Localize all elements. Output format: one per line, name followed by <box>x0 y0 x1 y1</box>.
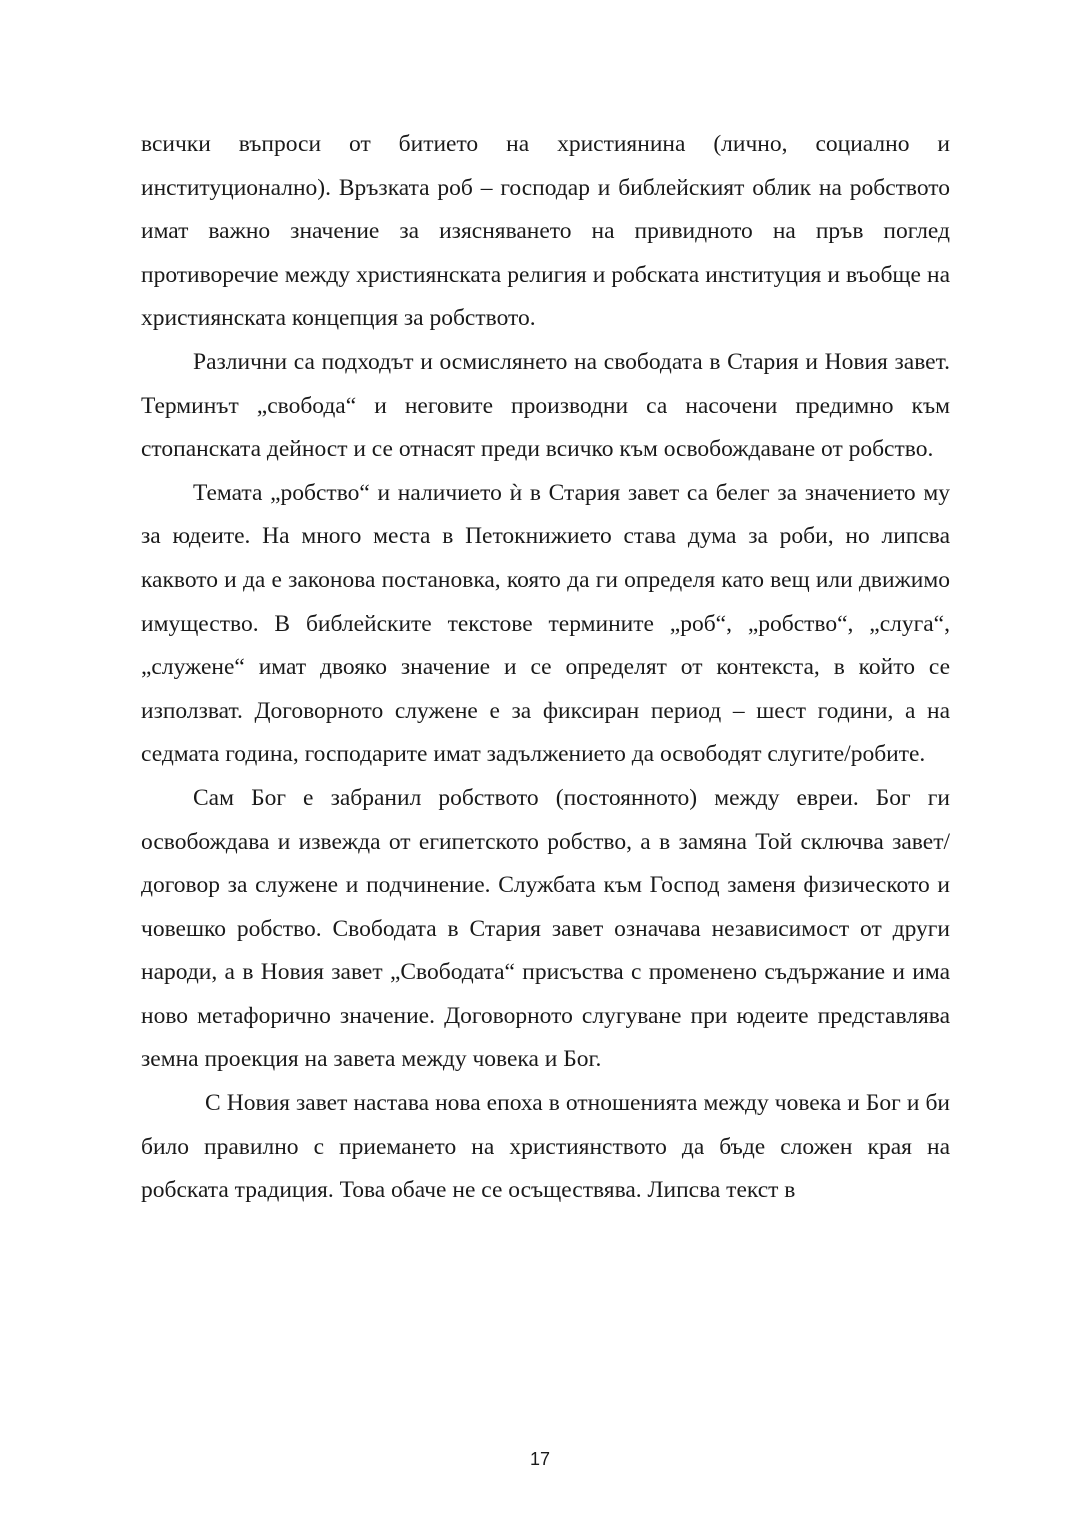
paragraph-5: С Новия завет настава нова епоха в отношенията между човека и Бог и би било правилно с приемането на християнството да бъде сложен края на робската традиция. Това обаче не се осъществява. Липсва текст в <box>141 1090 950 1204</box>
paragraph-4: Сам Бог е забранил робството (постоянното) между евреи. Бог ги освобождава и извежда от египетското робство, а в замяна Той сключва завет/договор за служене и подчинение. Службата към Господ заменя физическото и човешко робство. Свободата в Стария завет означава независимост от други народи, а в Новия завет „Свободата“ присъства с променено съдържание и има ново метафорично значение. Договорното слугуване при юдеите представлява земна проекция на завета между човека и Бог. <box>141 784 950 1073</box>
paragraph-3: Темата „робство“ и наличието ѝ в Стария завет са белег за значението му за юдеите. На много места в Петокнижието става дума за роби, но липсва каквото и да е законова постановка, която да ги определя като вещ или движимо имущество. В библейските текстове термините „роб“, „робство“, „слуга“, „служене“ имат двояко значение и се определят от контекста, в който се използват. Договорното служене е за фиксиран период – шест години, а на седмата година, господарите имат задължението да освободят слугите/робите. <box>141 479 950 768</box>
body-text <box>141 123 950 1213</box>
paragraph-2: Различни са подходът и осмислянето на свободата в Стария и Новия завет. Терминът „свобода“ и неговите производни са насочени предимно към стопанската дейност и се отнасят преди всичко към освобождаване от робство. <box>141 348 950 463</box>
paragraph-1: всички въпроси от битието на християнина (лично, социално и институционално). Връзката роб – господар и библейският облик на робството имат важно значение за изясняването на привидното на пръв поглед противоречие между християнската религия и робската институция и въобще на християнската концепция за робството. <box>141 131 950 332</box>
page-number: 17 <box>529 1449 551 1469</box>
